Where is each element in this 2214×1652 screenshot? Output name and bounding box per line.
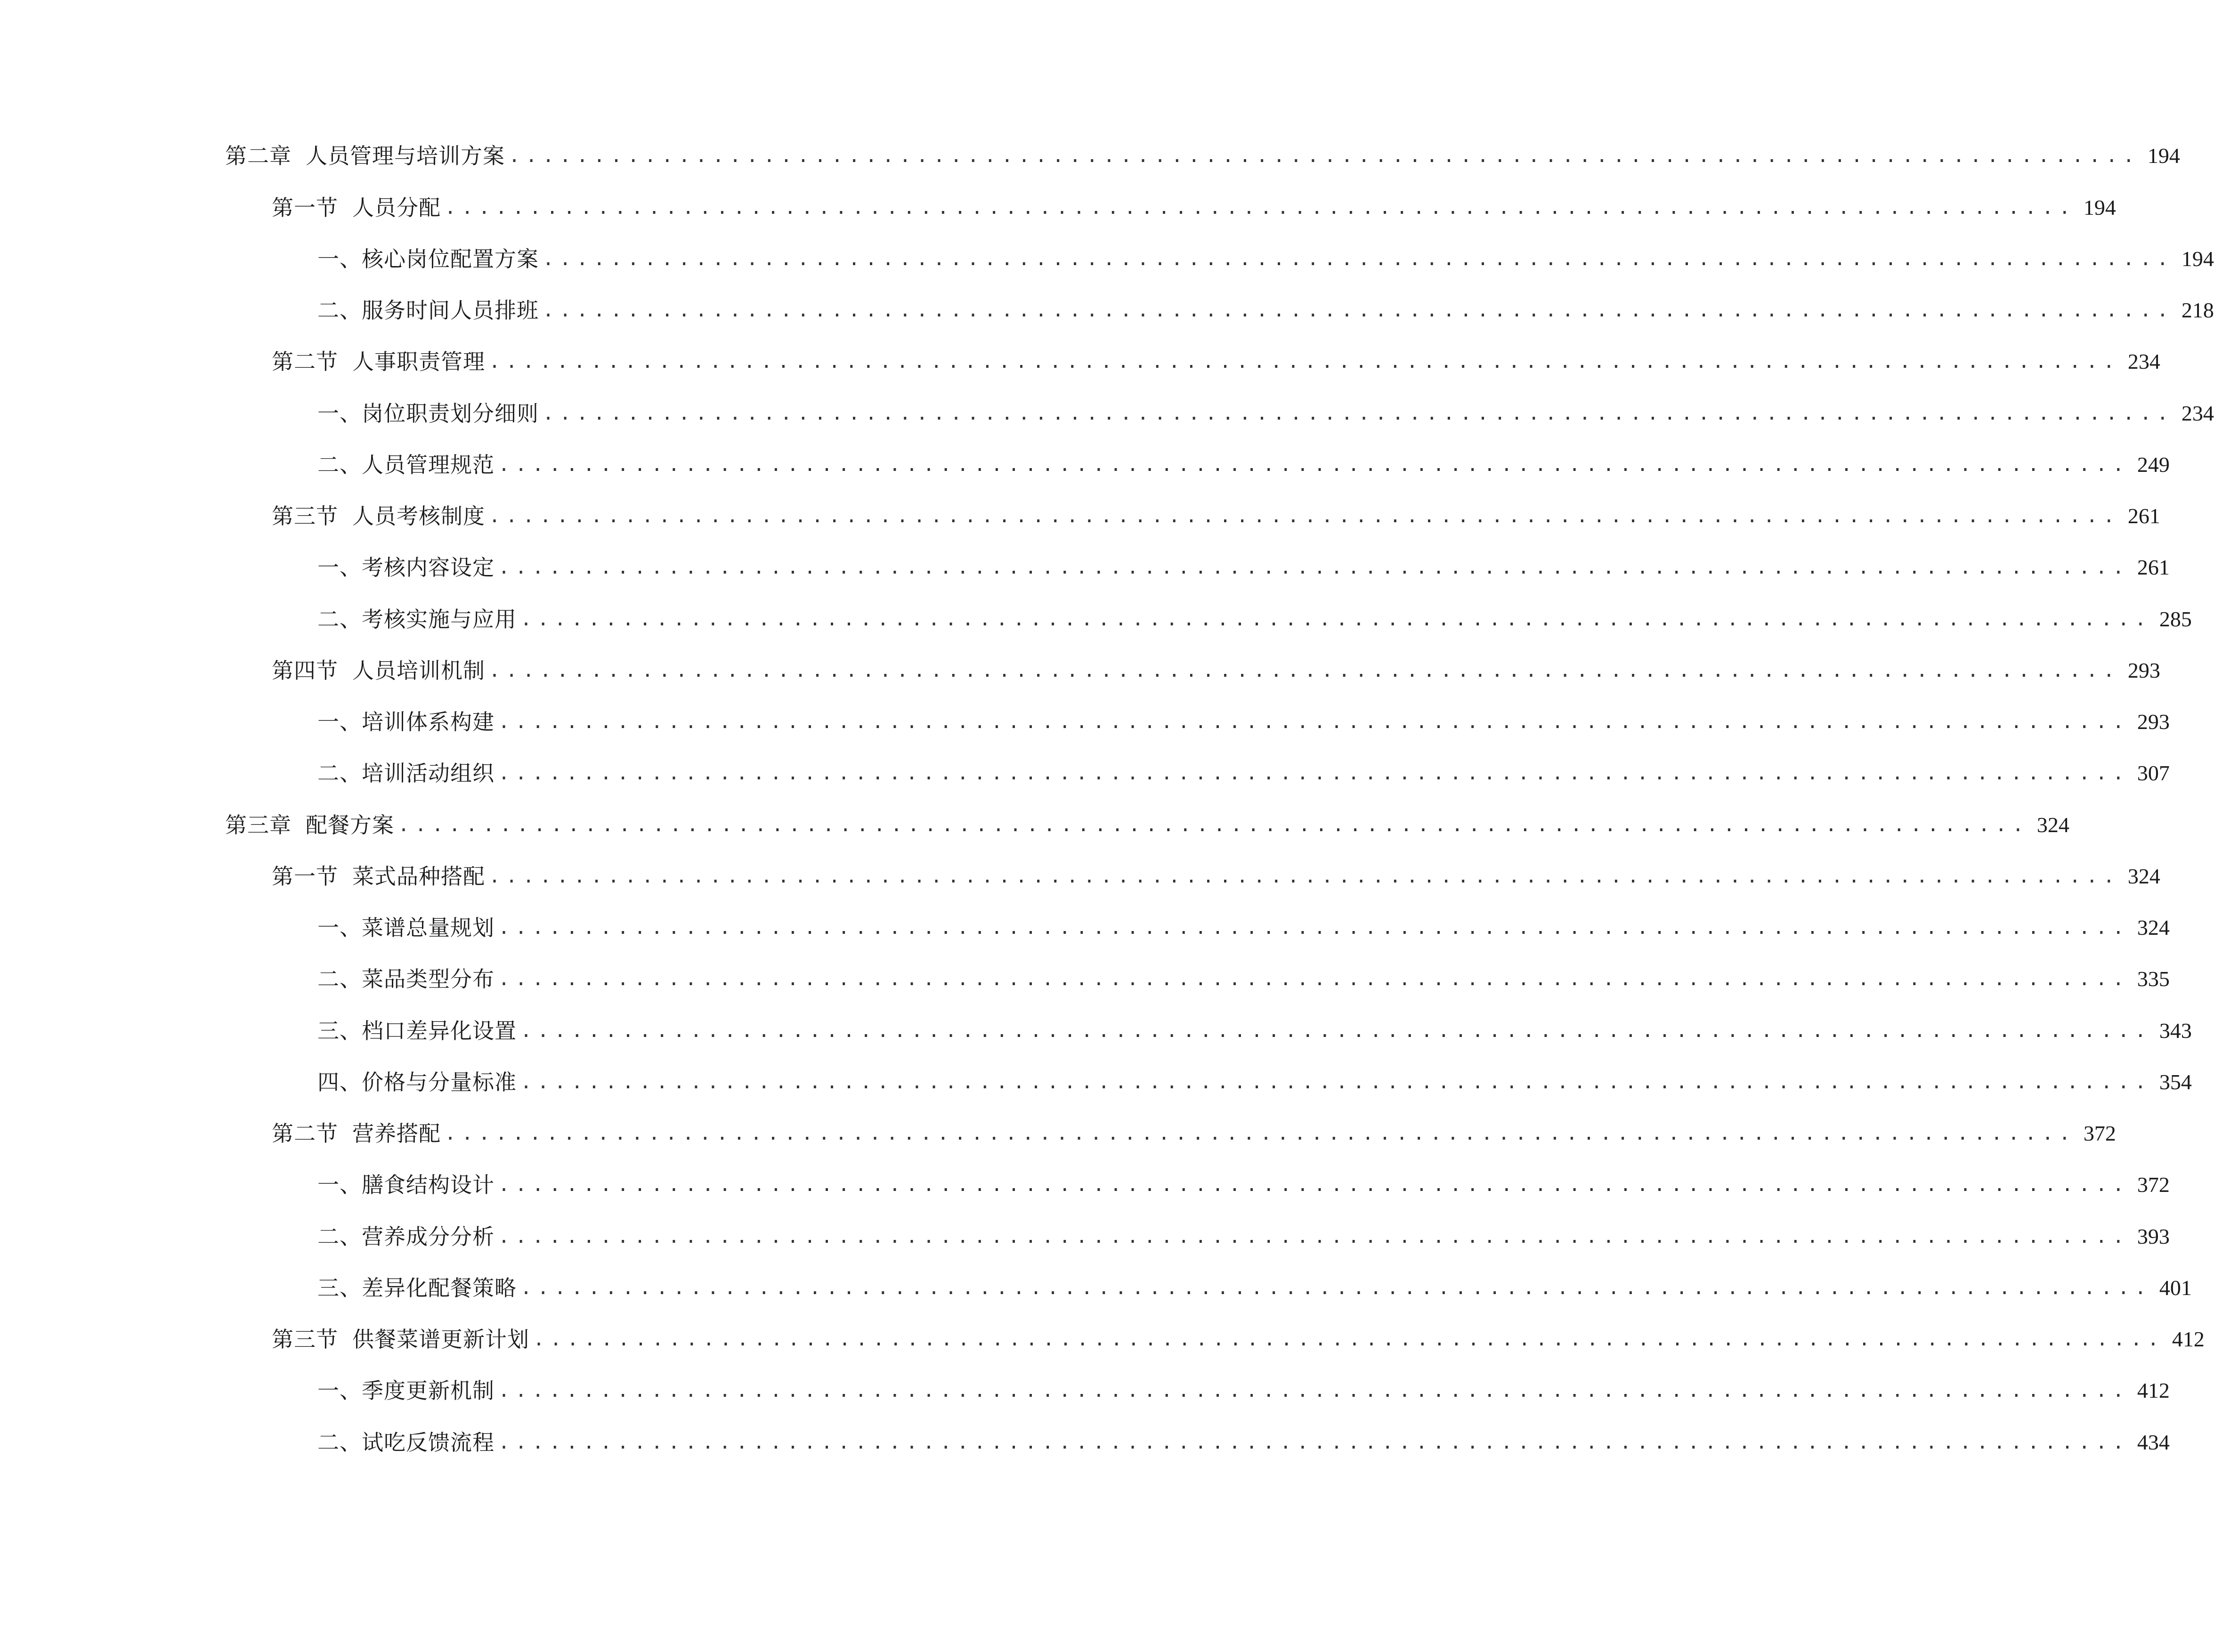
toc-prefix: 第二章 [225, 143, 292, 169]
toc-prefix: 四、 [317, 1069, 362, 1095]
toc-page-number: 261 [2137, 555, 2170, 579]
toc-prefix: 一、 [317, 1378, 362, 1403]
toc-prefix: 二、 [317, 452, 362, 478]
toc-entry-section[interactable] [272, 191, 2116, 224]
toc-title: 供餐菜谱更新计划 [352, 1327, 529, 1352]
toc-page-number: 194 [2181, 247, 2214, 271]
toc-title: 人员管理与培训方案 [306, 143, 505, 169]
toc-prefix: 第四节 [272, 658, 338, 683]
toc-page-number: 335 [2137, 967, 2170, 991]
toc-entry-subsection[interactable] [317, 1014, 2192, 1047]
dot-leader: ................................................................................................ [543, 248, 2174, 270]
toc-entry-subsection[interactable] [317, 448, 2170, 481]
dot-leader: ................................................................................................ [398, 814, 2029, 836]
toc-page-number: 434 [2137, 1430, 2170, 1454]
toc-page-number: 324 [2127, 864, 2160, 888]
dot-leader: ................................................................................................ [489, 351, 2120, 373]
toc-prefix: 一、 [317, 555, 362, 580]
toc-title: 季度更新机制 [362, 1378, 495, 1403]
toc-page-number: 293 [2137, 710, 2170, 734]
toc-prefix: 第一节 [272, 195, 338, 220]
toc-prefix: 三、 [317, 1275, 362, 1301]
toc-title: 人员管理规范 [362, 452, 495, 478]
toc-prefix: 一、 [317, 709, 362, 735]
toc-page-number: 194 [2083, 195, 2116, 219]
dot-leader: ................................................................................................ [543, 300, 2174, 321]
toc-title: 价格与分量标准 [362, 1069, 517, 1095]
dot-leader: ................................................................................................ [520, 1071, 2152, 1093]
toc-entry-section[interactable] [272, 860, 2160, 893]
dot-leader: ................................................................................................ [498, 711, 2130, 733]
dot-leader: ................................................................................................ [445, 197, 2076, 219]
toc-page-number: 393 [2137, 1224, 2170, 1248]
toc-title: 营养搭配 [352, 1121, 441, 1146]
toc-prefix: 二、 [317, 1224, 362, 1249]
toc-entry-subsection[interactable] [317, 1426, 2170, 1459]
toc-title: 服务时间人员排班 [362, 298, 539, 323]
dot-leader: ................................................................................................ [498, 968, 2130, 990]
dot-leader: ................................................................................................ [489, 505, 2120, 527]
toc-title: 菜谱总量规划 [362, 915, 495, 940]
toc-prefix: 第一节 [272, 864, 338, 889]
dot-leader: ................................................................................................ [543, 403, 2174, 424]
toc-title: 考核实施与应用 [362, 607, 517, 632]
toc-page-number: 412 [2172, 1327, 2205, 1351]
toc-prefix: 二、 [317, 761, 362, 786]
toc-entry-section[interactable] [272, 345, 2160, 378]
toc-title: 营养成分分析 [362, 1224, 495, 1249]
toc-prefix: 一、 [317, 246, 362, 272]
toc-title: 试吃反馈流程 [362, 1430, 495, 1455]
toc-page-number: 285 [2159, 607, 2192, 631]
toc-page-number: 307 [2137, 761, 2170, 785]
toc-prefix: 二、 [317, 607, 362, 632]
toc-entry-section[interactable] [272, 500, 2160, 533]
toc-page-number: 354 [2159, 1070, 2192, 1094]
toc-title: 人员培训机制 [352, 658, 485, 683]
toc-title: 差异化配餐策略 [362, 1275, 517, 1301]
toc-entry-section[interactable] [272, 1117, 2116, 1150]
toc-prefix: 一、 [317, 401, 362, 426]
dot-leader: ................................................................................................ [498, 1432, 2130, 1453]
dot-leader: ................................................................................................ [509, 145, 2140, 167]
toc-page-number: 234 [2127, 349, 2160, 373]
toc-title: 核心岗位配置方案 [362, 246, 539, 272]
toc-prefix: 第三章 [225, 812, 292, 838]
dot-leader: ................................................................................................ [498, 454, 2130, 476]
toc-page-number: 412 [2137, 1378, 2170, 1402]
toc-prefix: 三、 [317, 1018, 362, 1044]
toc-prefix: 第三节 [272, 1327, 338, 1352]
dot-leader: ................................................................................................ [498, 1380, 2130, 1401]
toc-entry-subsection[interactable] [317, 397, 2214, 430]
dot-leader: ................................................................................................ [498, 1174, 2130, 1196]
toc-prefix: 二、 [317, 1430, 362, 1455]
toc-prefix: 二、 [317, 298, 362, 323]
toc-entry-subsection[interactable] [317, 551, 2170, 584]
toc-entry-subsection[interactable] [317, 757, 2170, 790]
dot-leader: ................................................................................................ [498, 917, 2130, 939]
dot-leader: ................................................................................................ [520, 1277, 2152, 1299]
toc-entry-chapter[interactable] [225, 809, 2069, 842]
toc-prefix: 一、 [317, 1172, 362, 1198]
toc-title: 菜品类型分布 [362, 966, 495, 992]
toc-title: 膳食结构设计 [362, 1172, 495, 1198]
toc-title: 人事职责管理 [352, 349, 485, 374]
toc-entry-subsection[interactable] [317, 911, 2170, 944]
toc-entry-chapter[interactable] [225, 139, 2180, 172]
toc-page-number: 401 [2159, 1276, 2192, 1300]
toc-page-number: 234 [2181, 401, 2214, 425]
toc-title: 菜式品种搭配 [352, 864, 485, 889]
toc-page-number: 343 [2159, 1019, 2192, 1043]
toc-entry-section[interactable] [272, 1323, 2205, 1356]
toc-prefix: 第二节 [272, 1121, 338, 1146]
toc-entry-subsection[interactable] [317, 1271, 2192, 1304]
toc-entry-subsection[interactable] [317, 705, 2170, 738]
toc-entry-subsection[interactable] [317, 294, 2214, 327]
toc-prefix: 第二节 [272, 349, 338, 374]
toc-page-number: 249 [2137, 453, 2170, 477]
toc-entry-subsection[interactable] [317, 603, 2192, 636]
toc-title: 配餐方案 [306, 812, 394, 838]
toc-title: 人员分配 [352, 195, 441, 220]
toc-title: 档口差异化设置 [362, 1018, 517, 1044]
toc-entry-section[interactable] [272, 654, 2160, 687]
toc-title: 培训体系构建 [362, 709, 495, 735]
dot-leader: ................................................................................................ [498, 1226, 2130, 1247]
toc-prefix: 二、 [317, 966, 362, 992]
dot-leader: ................................................................................................ [533, 1328, 2165, 1350]
toc-prefix: 一、 [317, 915, 362, 940]
toc-prefix: 第三节 [272, 503, 338, 529]
toc-entry-subsection[interactable] [317, 1220, 2170, 1253]
toc-entry-subsection[interactable] [317, 1168, 2170, 1201]
toc-page-number: 372 [2137, 1173, 2170, 1197]
toc-entry-subsection[interactable] [317, 1066, 2192, 1099]
toc-page-number: 324 [2137, 915, 2170, 939]
toc-page-number: 261 [2127, 504, 2160, 528]
dot-leader: ................................................................................................ [445, 1123, 2076, 1144]
toc-title: 岗位职责划分细则 [362, 401, 539, 426]
toc-title: 人员考核制度 [352, 503, 485, 529]
toc-page-number: 324 [2036, 813, 2069, 837]
toc-entry-subsection[interactable] [317, 243, 2214, 275]
dot-leader: ................................................................................................ [520, 608, 2152, 630]
toc-page-number: 218 [2181, 298, 2214, 322]
toc-entry-subsection[interactable] [317, 1374, 2170, 1407]
dot-leader: ................................................................................................ [489, 660, 2120, 681]
toc-entry-subsection[interactable] [317, 963, 2170, 996]
dot-leader: ................................................................................................ [489, 866, 2120, 887]
dot-leader: ................................................................................................ [520, 1020, 2152, 1042]
dot-leader: ................................................................................................ [498, 762, 2130, 784]
toc-page-number: 194 [2147, 144, 2180, 168]
toc-page-number: 293 [2127, 658, 2160, 682]
toc-title: 考核内容设定 [362, 555, 495, 580]
toc-page-number: 372 [2083, 1121, 2116, 1145]
toc-title: 培训活动组织 [362, 761, 495, 786]
dot-leader: ................................................................................................ [498, 557, 2130, 578]
